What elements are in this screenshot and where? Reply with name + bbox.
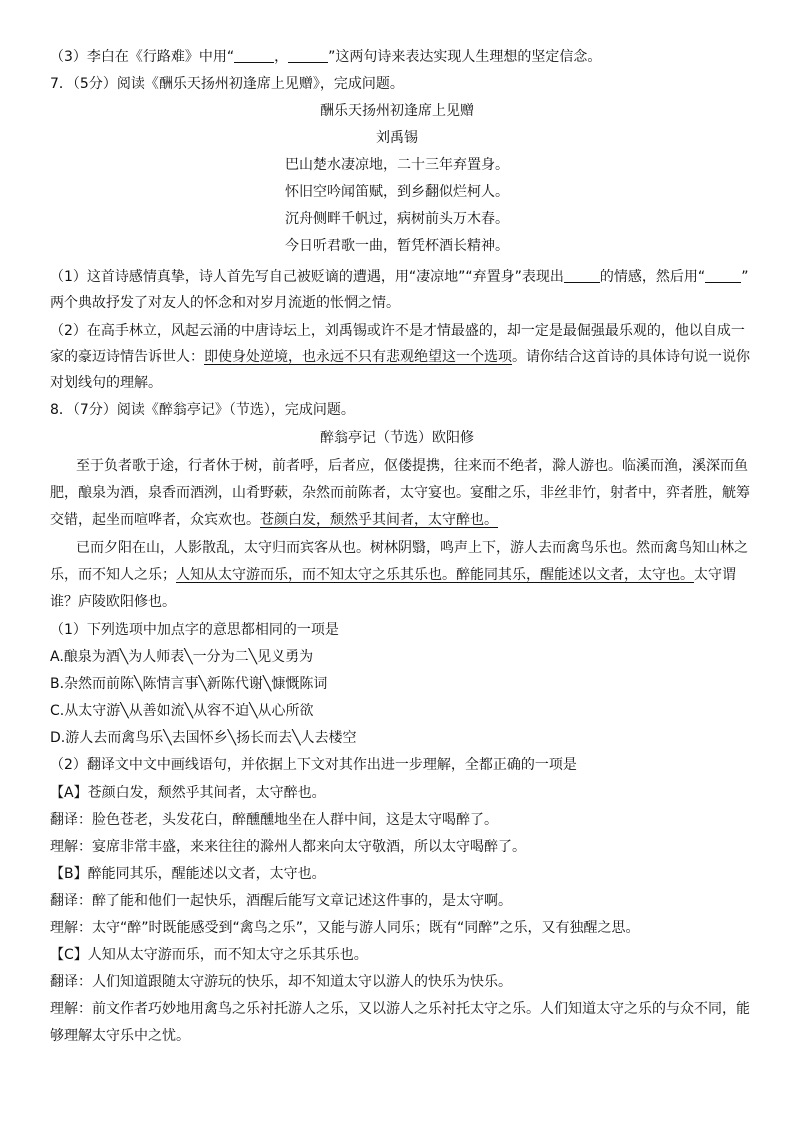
choice-c-understanding-line1: 理解：前文作者巧妙地用禽鸟之乐衬托游人之乐，又以游人之乐衬托太守之乐。人们知道太守之乐的与众不同，能 bbox=[50, 1001, 750, 1017]
poem-line: 今日听君歌一曲，暂凭杯酒长精神。 bbox=[285, 238, 509, 254]
passage-p1-line2: 肥，酿泉为酒，泉香而酒洌，山肴野蔌，杂然而前陈者，太守宴也。宴酣之乐，非丝非竹，射者中，弈者胜，觥筹 bbox=[50, 485, 750, 501]
choice-a-understanding: 理解：宴席非常丰盛，来来往往的滁州人都来向太守敬酒，所以太守喝醉了。 bbox=[50, 839, 526, 855]
choice-b-translation: 翻译：醉了能和他们一起快乐，酒醒后能写文章记述这件事的，是太守啊。 bbox=[50, 893, 512, 909]
poem-line: 怀旧空吟闻笛赋，到乡翻似烂柯人。 bbox=[285, 184, 509, 200]
choice-b-understanding: 理解：太守“醉”时既能感受到“禽鸟之乐”，又能与游人同乐；既有“同醉”之乐，又有独醒之思。 bbox=[50, 920, 640, 936]
poem-author: 刘禹锡 bbox=[376, 130, 418, 146]
q6-part3-line bbox=[50, 44, 750, 70]
q7-part2-line1: （2）在高手林立，风起云涌的中唐诗坛上，刘禹锡或许不是才情最盛的，却一定是最倔强最乐观的，他以自成一 bbox=[50, 323, 745, 339]
poem-title: 酬乐天扬州初逢席上见赠 bbox=[320, 103, 474, 119]
option-b[interactable]: B.杂然而前陈╲陈情言事╲新陈代谢╲慷慨陈词 bbox=[50, 676, 328, 692]
answer-blank[interactable] bbox=[288, 46, 328, 63]
passage-title: 醉翁亭记（节选）欧阳修 bbox=[320, 430, 474, 446]
answer-blank[interactable] bbox=[705, 266, 741, 283]
choice-b-label[interactable]: 【B】醉能同其乐，醒能述以文者，太守也。 bbox=[50, 866, 326, 882]
q7-header: 7．（5分）阅读《酬乐天扬州初逢席上见赠》，完成问题。 bbox=[50, 76, 404, 92]
q6-part3-text: （3）李白在《行路难》中用“ bbox=[50, 49, 235, 65]
passage-p2-line1: 已而夕阳在山，人影散乱，太守归而宾客从也。树林阴翳，鸣声上下，游人去而禽鸟乐也。然而禽鸟知山林之 bbox=[76, 540, 748, 556]
passage-p1-line1: 至于负者歌于途，行者休于树，前者呼，后者应，伛偻提携，往来而不绝者，滁人游也。临溪而渔，溪深而鱼 bbox=[76, 458, 748, 474]
option-a[interactable]: A.酿泉为酒╲为人师表╲一分为二╲见义勇为 bbox=[50, 649, 314, 665]
passage-p2-line3: 谁？庐陵欧阳修也。 bbox=[50, 594, 176, 610]
q8-header: 8．（7分）阅读《醉翁亭记》（节选），完成问题。 bbox=[50, 402, 355, 418]
q7-part2-line2 bbox=[50, 344, 750, 370]
passage-text: 交错，起坐而喧哗者，众宾欢也。 bbox=[50, 512, 260, 528]
underlined-sentence: 人知从太守游而乐，而不知太守之乐其乐也。醉能同其乐，醒能述以文者，太守也。 bbox=[176, 567, 694, 583]
choice-c-translation: 翻译：人们知道跟随太守游玩的快乐，却不知道太守以游人的快乐为快乐。 bbox=[50, 974, 512, 990]
q8-part1-header: （1）下列选项中加点字的意思都相同的一项是 bbox=[50, 622, 339, 638]
poem-line: 巴山楚水凄凉地，二十三年弃置身。 bbox=[285, 157, 509, 173]
q7-part1-line2: 两个典故抒发了对友人的怀念和对岁月流逝的怅惘之情。 bbox=[50, 295, 400, 311]
choice-c-understanding-line2: 够理解太守乐中之忧。 bbox=[50, 1028, 190, 1044]
passage-p1-line3 bbox=[50, 507, 750, 533]
choice-c-label[interactable]: 【C】人知从太守游而乐，而不知太守之乐其乐也。 bbox=[50, 947, 368, 963]
poem-line: 沉舟侧畔千帆过，病树前头万木春。 bbox=[285, 211, 509, 227]
q7-part2-text-end: 。请你结合这首诗的具体诗句说一说你 bbox=[512, 349, 750, 365]
q6-part3-text-end: ”这两句诗来表达实现人生理想的坚定信念。 bbox=[328, 49, 602, 65]
underlined-sentence: 苍颜白发，颓然乎其间者，太守醉也。 bbox=[260, 512, 498, 528]
choice-a-label[interactable]: 【A】苍颜白发，颓然乎其间者，太守醉也。 bbox=[50, 785, 326, 801]
q8-part2-header: （2）翻译文中文中画线语句，并依据上下文对其作出进一步理解，全都正确的一项是 bbox=[50, 757, 577, 773]
q7-part1-text: （1）这首诗感情真挚，诗人首先写自己被贬谪的遭遇，用“凄凉地”“弃置身”表现出 bbox=[50, 269, 564, 285]
q7-part2-line3: 对划线句的理解。 bbox=[50, 375, 162, 391]
option-d[interactable]: D.游人去而禽鸟乐╲去国怀乡╲扬长而去╲人去楼空 bbox=[50, 730, 357, 746]
q7-part1-line bbox=[50, 264, 750, 290]
answer-blank[interactable] bbox=[564, 266, 600, 283]
passage-p2-line2 bbox=[50, 562, 750, 588]
passage-text-end: 太守谓 bbox=[694, 567, 736, 583]
passage-text: 乐，而不知人之乐； bbox=[50, 567, 176, 583]
option-c[interactable]: C.从太守游╲从善如流╲从容不迫╲从心所欲 bbox=[50, 703, 314, 719]
underlined-sentence: 即使身处逆境，也永远不只有悲观绝望这一个选项 bbox=[204, 349, 512, 365]
q7-part1-text-mid: 的情感，然后用“ bbox=[599, 269, 706, 285]
answer-blank[interactable] bbox=[234, 46, 274, 63]
q6-part3-sep: ， bbox=[274, 49, 289, 65]
q7-part1-text-end: ” bbox=[741, 269, 749, 285]
choice-a-translation: 翻译：脸色苍老，头发花白，醉醺醺地坐在人群中间，这是太守喝醉了。 bbox=[50, 812, 498, 828]
q7-part2-text: 家的豪迈诗情告诉世人： bbox=[50, 349, 204, 365]
